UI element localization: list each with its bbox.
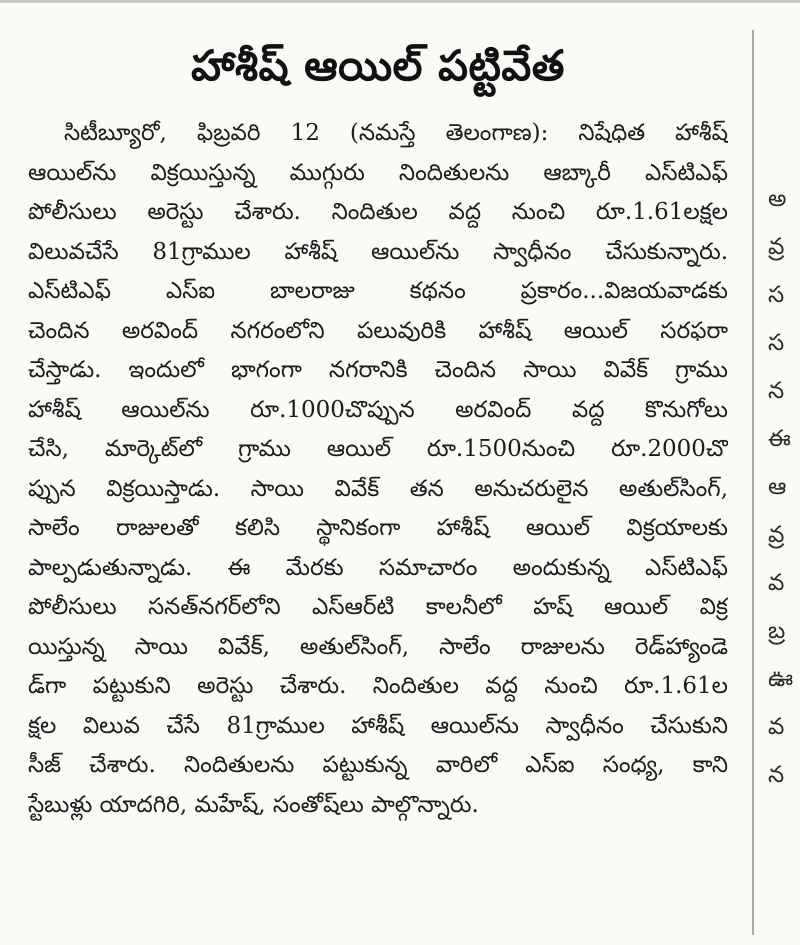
- fragment-text: వ్ర: [768, 234, 785, 260]
- fragment-text: ఊ: [768, 666, 794, 692]
- body-line: సిటీబ్యూరో, ఫిబ్రవరి 12 (నమస్తే తెలంగాణ): నిషేధిత హాశీష్: [64, 120, 728, 146]
- body-line: యిస్తున్న సాయి వివేక్, అతుల్‌సింగ్, సాలేం రాజులను రెడ్‌హ్యాండె: [28, 633, 728, 660]
- fragment-text: అ: [768, 186, 787, 212]
- column-divider: [752, 30, 754, 935]
- fragment-text: న: [768, 378, 785, 404]
- body-line: ఎస్‌టిఎఫ్ ఎస్ఐ బాలరాజు కథనం ప్రకారం...విజయవాడకు: [28, 278, 728, 304]
- body-line: సాలేం రాజులతో కలిసి స్థానికంగా హాశీష్ ఆయిల్ విక్రయాలకు: [28, 515, 728, 541]
- body-line: చేసి, మార్కెట్‌లో గ్రాము ఆయిల్ రూ.1500నుంచి రూ.2000చొ: [28, 436, 728, 462]
- fragment-text: వ: [768, 714, 785, 740]
- adjacent-column-fragment: [768, 36, 800, 936]
- fragment-text: ఈ: [768, 426, 791, 452]
- news-article: [28, 36, 728, 825]
- body-line: ప్పున విక్రయిస్తాడు. సాయి వివేక్ తన అనుచరులైన అతుల్‌సింగ్,: [28, 475, 728, 502]
- body-line: చేస్తాడు. ఇందులో భాగంగా నగరానికి చెందిన సాయి వివేక్ గ్రాము: [28, 357, 728, 383]
- body-line: విలువచేసే 81గ్రాముల హాశీష్ ఆయిల్‌ను స్వాధీనం చేసుకున్నారు.: [28, 238, 728, 265]
- top-rule: [0, 0, 800, 3]
- fragment-text: స: [768, 282, 785, 308]
- fragment-text: న: [768, 762, 785, 788]
- fragment-text: బ్ర: [768, 618, 786, 644]
- fragment-text: వ: [768, 570, 785, 596]
- body-line: హాశీష్ ఆయిల్‌ను రూ.1000చొప్పున అరవింద్ వద్ద కొనుగోలు: [28, 396, 728, 423]
- body-line: ఆయిల్‌ను విక్రయిస్తున్న ముగ్గురు నిందితులను ఆబ్కారీ ఎస్‌టిఎఫ్: [28, 159, 728, 186]
- headline: హాశీష్ ఆయిల్ పట్టివేత: [191, 41, 565, 90]
- body-line: పాల్పడుతున్నాడు. ఈ మేరకు సమాచారం అందుకున్న ఎస్‌టిఎఫ్: [28, 554, 728, 581]
- fragment-text: స: [768, 330, 785, 356]
- fragment-text: వ్ర: [768, 522, 785, 548]
- body-line: పోలీసులు సనత్‌నగర్‌లోని ఎస్‌ఆర్‌టి కాలనీలో హష్ ఆయిల్ విక్ర: [28, 594, 728, 620]
- body-line: క్షల విలువ చేసే 81గ్రాముల హాశీష్ ఆయిల్‌ను స్వాధీనం చేసుకుని: [28, 712, 728, 739]
- body-line: డ్‌గా పట్టుకుని అరెస్టు చేశారు. నిందితుల వద్ద నుంచి రూ.1.61ల: [28, 673, 728, 699]
- body-line: స్టేబుళ్లు యాదగిరి, మహేష్, సంతోష్‌లు పాల్గొన్నారు.: [28, 791, 479, 818]
- body-line: చెందిన అరవింద్ నగరంలోని పలువురికి హాశీష్ ఆయిల్ సరఫరా: [28, 317, 728, 344]
- body-line: పోలీసులు అరెస్టు చేశారు. నిందితుల వద్ద నుంచి రూ.1.61లక్షల: [28, 199, 728, 225]
- article-body: [28, 114, 728, 825]
- fragment-text: ఆ: [768, 474, 787, 500]
- body-line: సీజ్ చేశారు. నిందితులను పట్టుకున్న వారిలో ఎస్ఐ సంధ్య, కాని: [28, 752, 728, 778]
